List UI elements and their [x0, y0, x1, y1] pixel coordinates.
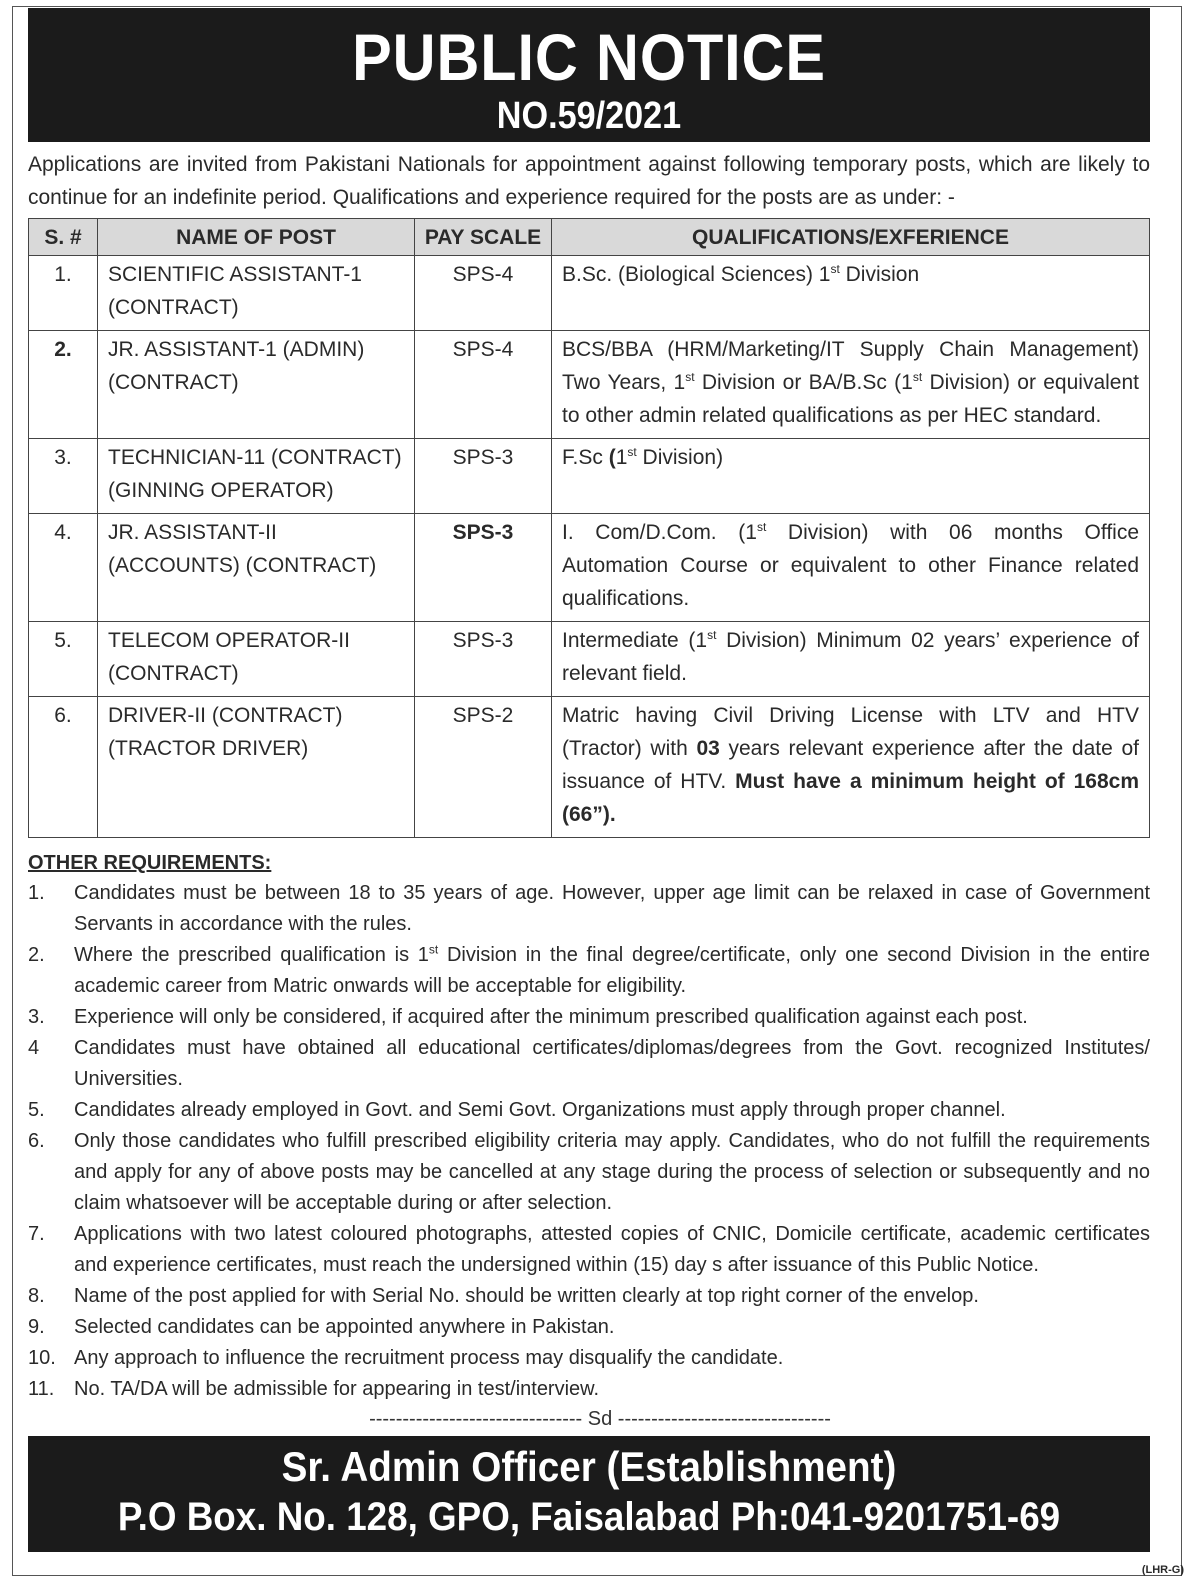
other-requirements	[28, 848, 1150, 1405]
other-requirements-heading: OTHER REQUIREMENTS:	[28, 852, 272, 874]
list-item-number: 6.	[28, 1130, 45, 1152]
officer-address: P.O Box. No. 128, GPO, Faisalabad Ph:041-9201751-69	[117, 1495, 1061, 1539]
qualification-cell: I. Com/D.Com. (1st Division) with 06 months Office Automation Course or equivalent to other Finance related qualifications.	[552, 514, 1150, 622]
serial-cell: 5.	[29, 622, 98, 697]
qualification-cell: F.Sc (1st Division)	[552, 439, 1150, 514]
pay-scale-cell: SPS-2	[415, 697, 552, 838]
list-item-text: Candidates must have obtained all educational certificates/diplomas/degrees from the Govt. recognized Institutes/ Universities.	[74, 1037, 1150, 1090]
table-row	[29, 622, 1150, 697]
list-item-number: 5.	[28, 1099, 45, 1121]
list-item-number: 8.	[28, 1285, 45, 1307]
table-header-row	[29, 219, 1150, 256]
post-name-cell: TECHNICIAN-11 (CONTRACT) (GINNING OPERATOR)	[98, 439, 415, 514]
pay-scale-cell: SPS-3	[415, 514, 552, 622]
intro-paragraph: Applications are invited from Pakistani Nationals for appointment against following temporary posts, which are likely to continue for an indefinite period. Qualifications and experience required for the posts are as under: -	[28, 153, 1150, 209]
notice-header	[28, 8, 1150, 142]
list-item-number: 3.	[28, 1006, 45, 1028]
notice-title: PUBLIC NOTICE	[352, 20, 826, 94]
list-item-number: 2.	[28, 944, 45, 966]
list-item-text: Name of the post applied for with Serial No. should be written clearly at top right corner of the envelop.	[74, 1285, 979, 1307]
post-name-cell: JR. ASSISTANT-II (ACCOUNTS) (CONTRACT)	[98, 514, 415, 622]
list-item-number: 9.	[28, 1316, 45, 1338]
list-item-number: 10.	[28, 1347, 56, 1369]
table-row	[29, 514, 1150, 622]
list-item	[28, 1033, 1150, 1095]
notice-footer	[28, 1436, 1150, 1552]
list-item-text: Experience will only be considered, if acquired after the minimum prescribed qualification against each post.	[74, 1006, 1028, 1028]
pay-scale-cell: SPS-4	[415, 256, 552, 331]
list-item	[28, 1219, 1150, 1281]
list-item	[28, 1002, 1150, 1033]
list-item-text: No. TA/DA will be admissible for appearing in test/interview.	[74, 1378, 600, 1400]
qualification-cell: Matric having Civil Driving License with LTV and HTV (Tractor) with 03 years relevant experience after the date of issuance of HTV. Must have a minimum height of 168cm (66”).	[552, 697, 1150, 838]
list-item	[28, 1312, 1150, 1343]
serial-cell: 3.	[29, 439, 98, 514]
list-item	[28, 940, 1150, 1002]
col-serial: S. #	[29, 219, 98, 256]
table-row	[29, 256, 1150, 331]
list-item	[28, 1126, 1150, 1219]
col-qualifications: QUALIFICATIONS/EXFERIENCE	[552, 219, 1150, 256]
post-name-cell: JR. ASSISTANT-1 (ADMIN) (CONTRACT)	[98, 331, 415, 439]
post-name-cell: TELECOM OPERATOR-II (CONTRACT)	[98, 622, 415, 697]
list-item	[28, 1095, 1150, 1126]
list-item	[28, 1281, 1150, 1312]
list-item-number: 11.	[28, 1378, 55, 1400]
post-name-cell: DRIVER-II (CONTRACT) (TRACTOR DRIVER)	[98, 697, 415, 838]
list-item-text: Candidates already employed in Govt. and Semi Govt. Organizations must apply through proper channel.	[74, 1099, 1006, 1121]
list-item-text: Any approach to influence the recruitment process may disqualify the candidate.	[74, 1347, 784, 1369]
posts-table	[28, 218, 1150, 838]
pay-scale-cell: SPS-3	[415, 622, 552, 697]
list-item	[28, 1374, 1150, 1405]
serial-cell: 1.	[29, 256, 98, 331]
notice-number: NO.59/2021	[496, 95, 682, 137]
col-post-name: NAME OF POST	[98, 219, 415, 256]
list-item	[28, 878, 1150, 940]
pay-scale-cell: SPS-4	[415, 331, 552, 439]
table-row	[29, 331, 1150, 439]
signature-line: -------------------------------- Sd --------------------------------	[369, 1408, 831, 1430]
list-item-text: Selected candidates can be appointed anywhere in Pakistan.	[74, 1316, 615, 1338]
table-row	[29, 697, 1150, 838]
qualification-cell: Intermediate (1st Division) Minimum 02 years’ experience of relevant field.	[552, 622, 1150, 697]
qualification-cell: BCS/BBA (HRM/Marketing/IT Supply Chain Management) Two Years, 1st Division or BA/B.Sc (1st Division) or equivalent to other admin related qualifications as per HEC standard.	[552, 331, 1150, 439]
officer-title: Sr. Admin Officer (Establishment)	[281, 1443, 897, 1490]
serial-cell: 4.	[29, 514, 98, 622]
list-item-text: Only those candidates who fulfill prescribed eligibility criteria may apply. Candidates, who do not fulfill the requirements and apply for any of above posts may be cancelled at any stage during the process of selection or subsequently and no claim whatsoever will be acceptable during or after selection.	[74, 1130, 1150, 1214]
pay-scale-cell: SPS-3	[415, 439, 552, 514]
serial-cell: 6.	[29, 697, 98, 838]
requirements-list	[28, 878, 1150, 1405]
serial-cell: 2.	[29, 331, 98, 439]
list-item-number: 7.	[28, 1223, 45, 1245]
col-pay-scale: PAY SCALE	[415, 219, 552, 256]
table-row	[29, 439, 1150, 514]
list-item-number: 4	[28, 1037, 40, 1059]
list-item	[28, 1343, 1150, 1374]
list-item-text: Candidates must be between 18 to 35 years of age. However, upper age limit can be relaxed in case of Government Servants in accordance with the rules.	[74, 882, 1150, 935]
post-name-cell: SCIENTIFIC ASSISTANT-1 (CONTRACT)	[98, 256, 415, 331]
publication-code: (LHR-G)	[1141, 1564, 1184, 1576]
list-item-text: Where the prescribed qualification is 1st Division in the final degree/certificate, only one second Division in the entire academic career from Matric onwards will be acceptable for eligibility.	[74, 942, 1151, 997]
list-item-number: 1.	[28, 882, 45, 904]
list-item-text: Applications with two latest coloured photographs, attested copies of CNIC, Domicile certificate, academic certificates and experience certificates, must reach the undersigned within (15) day s after issuance of this Public Notice.	[74, 1223, 1150, 1276]
qualification-cell: B.Sc. (Biological Sciences) 1st Division	[552, 256, 1150, 331]
